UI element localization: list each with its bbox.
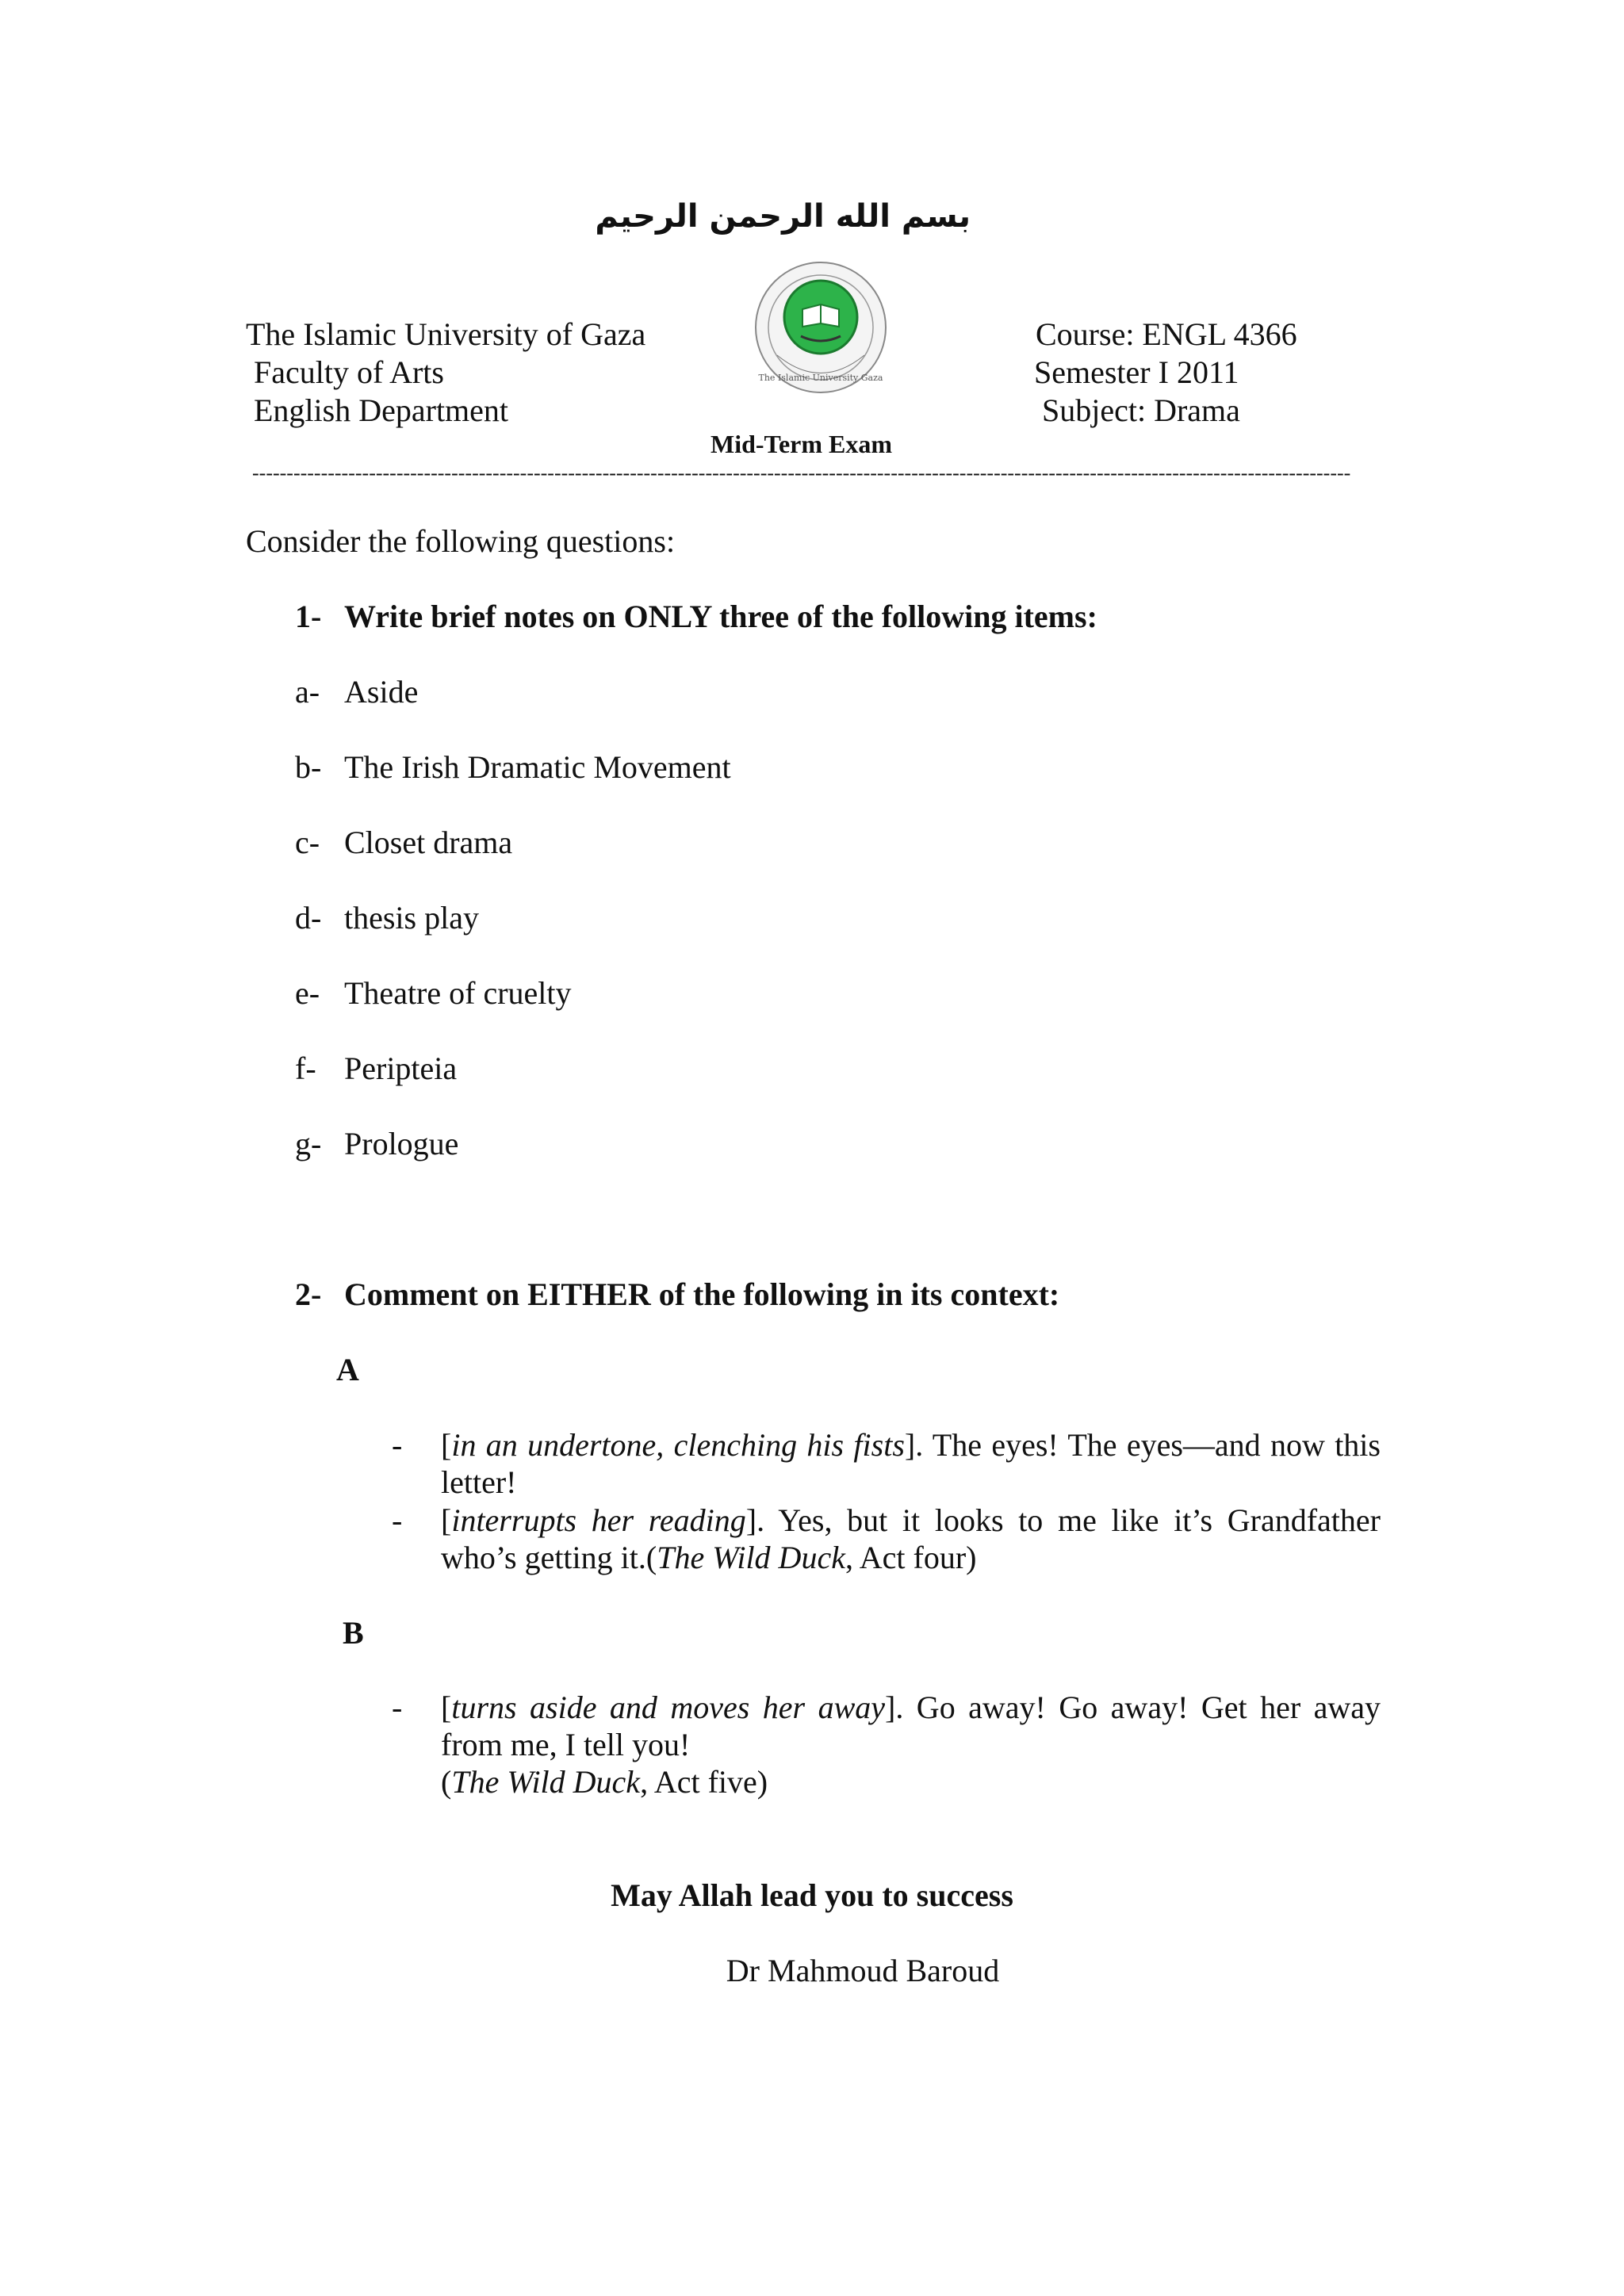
stage-direction: interrupts her reading: [451, 1502, 746, 1538]
item-g-text: Prologue: [344, 1126, 459, 1161]
header-divider: ----------------------------------------------------------------------------------------------------------------------------------------------------------------: [252, 461, 1351, 484]
item-a-label: a-: [295, 674, 320, 710]
quote-dash: -: [392, 1689, 403, 1725]
item-c-text: Closet drama: [344, 825, 513, 860]
university-name: The Islamic University of Gaza: [246, 316, 646, 352]
work-title: The Wild Duck: [657, 1540, 845, 1575]
quote-dash: -: [392, 1502, 403, 1538]
department-name: English Department: [254, 392, 509, 428]
closing-message: May Allah lead you to success: [611, 1877, 1013, 1913]
item-b-label: b-: [295, 749, 322, 785]
quote-a-1: [392, 1426, 1381, 1501]
item-g-label: g-: [295, 1126, 322, 1161]
quote-dash: -: [392, 1427, 403, 1463]
seal-english-text: The Islamic University Gaza: [758, 373, 883, 383]
signature: Dr Mahmoud Baroud: [726, 1953, 1000, 1988]
quote-text: ]. The eyes! The eyes—and now this letter!: [441, 1427, 1381, 1500]
bracket-open: [: [441, 1502, 452, 1538]
course-code: Course: ENGL 4366: [1036, 316, 1297, 352]
item-d-label: d-: [295, 900, 322, 936]
item-c-label: c-: [295, 825, 320, 860]
bracket-open: [: [441, 1689, 452, 1725]
item-f-text: Peripteia: [344, 1050, 458, 1086]
subject: Subject: Drama: [1042, 392, 1240, 428]
exam-title: Mid-Term Exam: [710, 430, 893, 458]
quote-text: ]. Yes, but it looks to me like it’s Grandfather who’s getting it.(: [441, 1502, 1381, 1575]
act-citation: , Act four): [845, 1540, 977, 1575]
q1-prompt: Write brief notes on ONLY three of the following items:: [344, 599, 1097, 634]
section-a-label: A: [336, 1352, 359, 1387]
q1-number: 1-: [295, 599, 322, 634]
item-e-label: e-: [295, 975, 320, 1011]
university-seal-logo: [753, 260, 888, 395]
work-title: The Wild Duck: [451, 1764, 641, 1800]
q2-prompt: Comment on EITHER of the following in its context:: [344, 1276, 1060, 1312]
item-b-text: The Irish Dramatic Movement: [344, 749, 731, 785]
act-citation: , Act five): [640, 1764, 768, 1800]
item-a-text: Aside: [344, 674, 419, 710]
intro-text: Consider the following questions:: [246, 523, 676, 559]
bracket-open: [: [441, 1427, 452, 1463]
basmala: بسم الله الرحمن الرحيم: [595, 198, 971, 235]
citation-open: (: [441, 1764, 452, 1800]
section-b-label: B: [343, 1615, 364, 1651]
item-d-text: thesis play: [344, 900, 479, 936]
quote-text: ]. Go away! Go away! Get her away from me, I tell you!: [441, 1689, 1381, 1762]
item-f-label: f-: [295, 1050, 316, 1086]
stage-direction: in an undertone, clenching his fists: [451, 1427, 905, 1463]
quote-b-1: [392, 1689, 1381, 1800]
q2-number: 2-: [295, 1276, 322, 1312]
semester: Semester I 2011: [1034, 354, 1239, 390]
item-e-text: Theatre of cruelty: [344, 975, 572, 1011]
quote-a-2: [392, 1502, 1381, 1576]
faculty-name: Faculty of Arts: [254, 354, 444, 390]
stage-direction: turns aside and moves her away: [451, 1689, 886, 1725]
